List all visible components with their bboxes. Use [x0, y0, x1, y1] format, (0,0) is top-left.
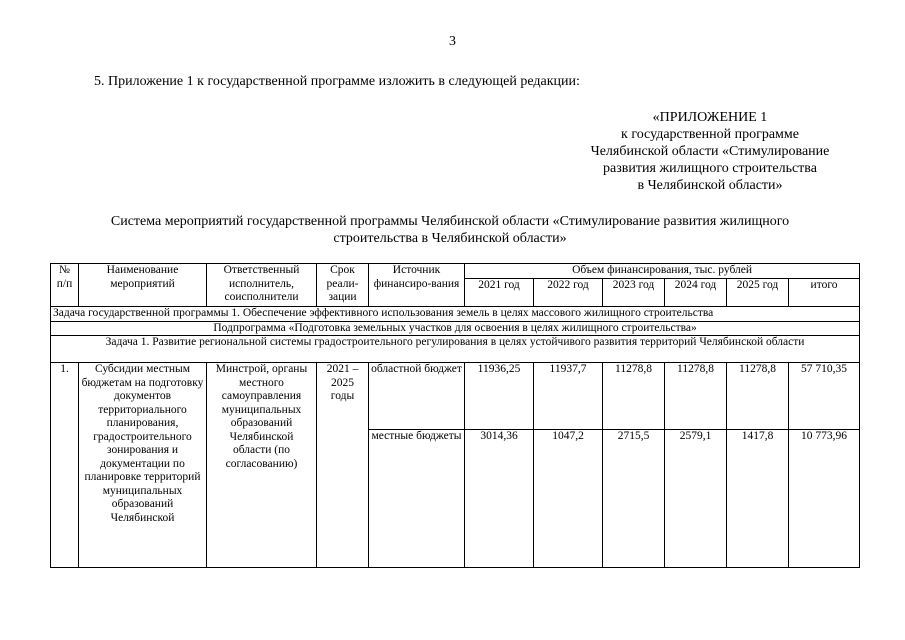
appendix-line: в Челябинской области»: [637, 178, 783, 193]
appendix-line: Челябинской области «Стимулирование: [590, 144, 830, 159]
header-num: № п/п: [51, 264, 79, 307]
appendix-line: развития жилищного строительства: [603, 161, 817, 176]
row-value: 3014,36: [465, 430, 534, 568]
header-source: Источник финансиро-вания: [369, 264, 465, 307]
measures-table: [50, 263, 860, 568]
row-value: 11936,25: [465, 363, 534, 430]
header-year: 2023 год: [603, 279, 665, 307]
row-total: 57 710,35: [789, 363, 860, 430]
row-value: 11278,8: [603, 363, 665, 430]
row-measure-name: Субсидии местным бюджетам на подготовку документов территориального планирования, градостроительного зонирования и документации по планировке территорий муниципальных образований Челябинской: [79, 363, 207, 568]
row-executor: Минстрой, органы местного самоуправления муниципальных образований Челябинской области (по согласованию): [207, 363, 317, 568]
header-total: итого: [789, 279, 860, 307]
header-executor: Ответственный исполнитель, соисполнители: [207, 264, 317, 307]
appendix-line: к государственной программе: [621, 127, 799, 142]
header-period: Срок реали-зации: [317, 264, 369, 307]
row-source: областной бюджет: [369, 363, 465, 430]
header-funding: Объем финансирования, тыс. рублей: [465, 264, 860, 279]
row-num: 1.: [51, 363, 79, 568]
system-title: [60, 213, 840, 247]
header-year: 2021 год: [465, 279, 534, 307]
row-value: 2715,5: [603, 430, 665, 568]
page-number: 3: [449, 34, 456, 49]
subprogram-row: Подпрограмма «Подготовка земельных участков для освоения в целях жилищного строительства»: [51, 321, 860, 336]
header-year: 2022 год: [534, 279, 603, 307]
header-year: 2024 год: [665, 279, 727, 307]
intro-paragraph: 5. Приложение 1 к государственной программе изложить в следующей редакции:: [94, 74, 580, 89]
appendix-header: [560, 109, 860, 194]
row-period: 2021 – 2025 годы: [317, 363, 369, 568]
appendix-line: «ПРИЛОЖЕНИЕ 1: [652, 110, 768, 125]
task-row: Задача государственной программы 1. Обеспечение эффективного использования земель в целях массового жилищного строительства: [51, 307, 860, 322]
row-source: местные бюджеты: [369, 430, 465, 568]
system-title-line: Система мероприятий государственной программы Челябинской области «Стимулирование развития жилищного: [110, 214, 790, 229]
header-year: 2025 год: [727, 279, 789, 307]
row-value: 11278,8: [665, 363, 727, 430]
header-name: Наименование мероприятий: [79, 264, 207, 307]
row-total: 10 773,96: [789, 430, 860, 568]
row-value: 1047,2: [534, 430, 603, 568]
row-value: 1417,8: [727, 430, 789, 568]
row-value: 11937,7: [534, 363, 603, 430]
task2-row: Задача 1. Развитие региональной системы градостроительного регулирования в целях устойчивого развития территорий Челябинской области: [51, 336, 860, 363]
row-value: 11278,8: [727, 363, 789, 430]
system-title-line: строительства в Челябинской области»: [333, 231, 567, 246]
row-value: 2579,1: [665, 430, 727, 568]
